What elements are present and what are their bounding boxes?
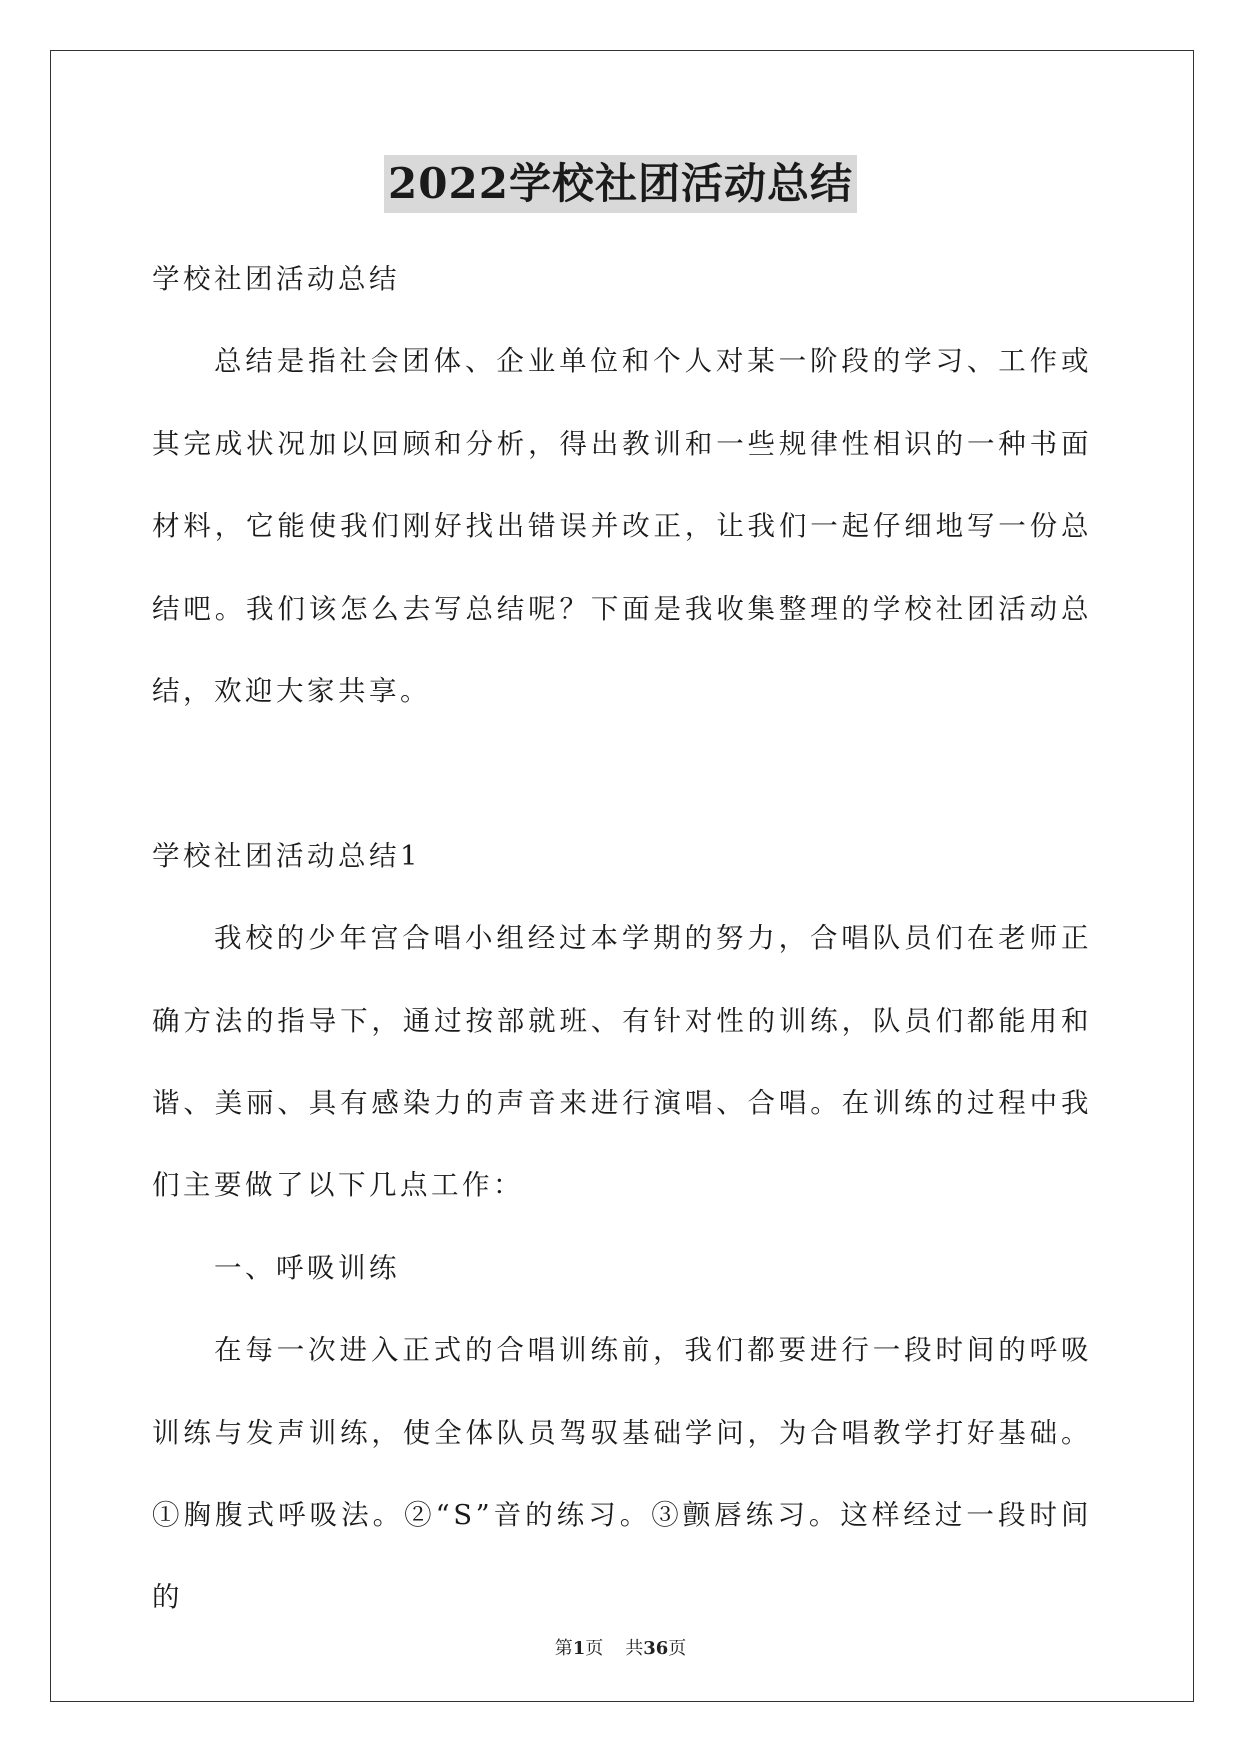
total-pages: 36 xyxy=(643,1638,669,1659)
body-paragraph: 我校的少年宫合唱小组经过本学期的努力，合唱队员们在老师正确方法的指导下，通过按部就班、有针对性的训练，队员们都能用和谐、美丽、具有感染力的声音来进行演唱、合唱。在训练的过程中我们主要做了以下几点工作： xyxy=(152,922,1092,1202)
document-body xyxy=(152,238,1092,1639)
title-container xyxy=(0,155,1241,213)
total-label-prefix: 共 xyxy=(625,1638,644,1659)
body-paragraph: 在每一次进入正式的合唱训练前，我们都要进行一段时间的呼吸训练与发声训练，使全体队员驾驭基础学问，为合唱教学打好基础。①胸腹式呼吸法。②“S”音的练习。③颤唇练习。这样经过一段时间的 xyxy=(152,1334,1092,1614)
section-heading: 学校社团活动总结1 xyxy=(152,839,421,872)
total-label-suffix: 页 xyxy=(668,1638,687,1659)
page-footer xyxy=(0,1634,1241,1660)
document-title: 2022学校社团活动总结 xyxy=(384,155,857,213)
page-number: 1 xyxy=(572,1638,586,1659)
section-heading: 学校社团活动总结 xyxy=(152,263,400,295)
subsection-heading: 一、呼吸训练 xyxy=(214,1251,400,1284)
spacer xyxy=(152,732,1092,814)
page-label-prefix: 第 xyxy=(554,1638,573,1659)
intro-paragraph: 总结是指社会团体、企业单位和个人对某一阶段的学习、工作或其完成状况加以回顾和分析，得出教训和一些规律性相识的一种书面材料，它能使我们刚好找出错误并改正，让我们一起仔细地写一份总结吧。我们该怎么去写总结呢？下面是我收集整理的学校社团活动总结，欢迎大家共享。 xyxy=(152,345,1092,708)
page-label-suffix: 页 xyxy=(585,1638,604,1659)
